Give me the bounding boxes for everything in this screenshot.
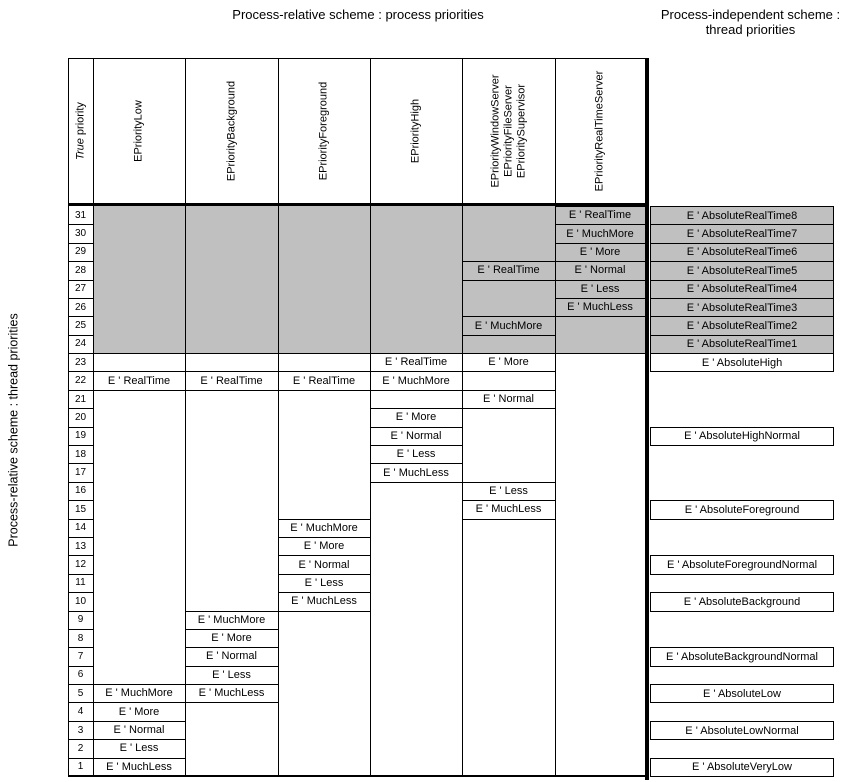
column-header-realtimeserver-text: EPriorityRealTimeServer: [593, 70, 606, 191]
absolute-priority-box-row1: E ' AbsoluteVeryLow: [650, 758, 834, 777]
priority-cell-foreground-row10: E ' MuchLess: [291, 595, 357, 608]
priority-cell-realtimeserver-row28: E ' Normal: [574, 264, 626, 277]
grid-line: [93, 776, 185, 777]
priority-cell-low-row3: E ' Normal: [113, 724, 165, 737]
row-number: 30: [74, 228, 87, 240]
grid-line: [278, 390, 370, 391]
row-number: 8: [77, 632, 84, 644]
row-number: 4: [77, 706, 84, 718]
row-number: 18: [74, 448, 87, 460]
priority-cell-foreground-row14: E ' MuchMore: [290, 521, 358, 534]
priority-cell-winserver-row28: E ' RealTime: [477, 264, 540, 277]
row-number: 21: [74, 393, 87, 405]
row-number: 29: [74, 246, 87, 258]
left-axis-label-text: Process-relative scheme : thread priorities: [6, 313, 21, 547]
header-top-line: [68, 58, 649, 59]
grid-line: [370, 482, 462, 483]
thread-priorities-title-line1: Process-independent scheme :: [660, 7, 841, 22]
priority-cell-high-row17: E ' MuchLess: [383, 466, 449, 479]
priority-cell-low-row1: E ' MuchLess: [106, 760, 172, 773]
row-number: 24: [74, 338, 87, 350]
grid-line: [185, 390, 278, 391]
column-header-background-text: EPriorityBackground: [225, 80, 237, 181]
row-number: 17: [74, 467, 87, 479]
column-header-line: EPrioritySupervisor: [515, 83, 527, 178]
row-number: 7: [77, 650, 84, 662]
absolute-priority-box-row31: E ' AbsoluteRealTime8: [650, 206, 834, 225]
priority-cell-high-row18: E ' Less: [396, 448, 436, 461]
priority-cell-low-row22: E ' RealTime: [107, 374, 171, 387]
priority-cell-winserver-row16: E ' Less: [489, 484, 528, 497]
column-header-low-text: EPriorityLow: [132, 99, 145, 162]
column-header-true_priority-text: [74, 102, 87, 160]
row-number: 5: [77, 687, 84, 699]
row-number: 20: [74, 411, 87, 423]
priority-cell-background-row22: E ' RealTime: [200, 374, 263, 387]
absolute-priority-box-row27: E ' AbsoluteRealTime4: [650, 280, 834, 299]
gray-band-bottom-line: [93, 353, 645, 354]
priority-cell-realtimeserver-row31: E ' RealTime: [568, 209, 632, 222]
priority-cell-low-row5: E ' MuchMore: [105, 687, 173, 700]
row-number: 22: [74, 375, 87, 387]
priority-cell-realtimeserver-row27: E ' Less: [580, 282, 620, 295]
column-header-foreground-text: EPriorityForeground: [317, 81, 330, 180]
column-header-rest-part: priority: [74, 101, 86, 138]
absolute-priority-box-row7: E ' AbsoluteBackgroundNormal: [650, 647, 834, 666]
grid-line: [462, 280, 555, 281]
column-header-winserver-text: [489, 74, 528, 187]
priority-cell-high-row23: E ' RealTime: [384, 356, 448, 369]
grid-line: [462, 519, 555, 520]
grid-line: [93, 390, 185, 391]
column-header-line: EPriorityFileServer: [502, 84, 514, 177]
absolute-priority-box-row15: E ' AbsoluteForeground: [650, 500, 834, 519]
priority-cell-winserver-row25: E ' MuchMore: [474, 319, 543, 332]
row-number: 11: [75, 577, 86, 589]
priority-cell-background-row9: E ' MuchMore: [197, 613, 266, 626]
column-header-line: EPriorityWindowServer: [489, 73, 501, 188]
absolute-priority-box-row10: E ' AbsoluteBackground: [650, 592, 834, 611]
grid-line: [278, 611, 370, 612]
row-number: 3: [77, 724, 84, 736]
priority-cell-high-row19: E ' Normal: [390, 429, 442, 442]
grid-line: [555, 316, 645, 317]
row-number: 9: [77, 614, 84, 626]
priority-cell-winserver-row15: E ' MuchLess: [475, 503, 542, 516]
absolute-priority-box-row3: E ' AbsoluteLowNormal: [650, 721, 834, 740]
row-number: 12: [74, 559, 87, 571]
priority-cell-foreground-row13: E ' More: [303, 540, 345, 553]
row-number: 13: [74, 540, 87, 552]
row-number: 31: [74, 209, 87, 221]
priority-cell-foreground-row22: E ' RealTime: [292, 374, 356, 387]
row-number: 23: [74, 356, 87, 368]
priority-cell-realtimeserver-row26: E ' MuchLess: [567, 301, 633, 314]
column-header-high-text: EPriorityHigh: [409, 98, 422, 163]
grid-line: [462, 58, 463, 776]
absolute-priority-box-row28: E ' AbsoluteRealTime5: [650, 261, 834, 280]
process-priorities-title: Process-relative scheme : process priorities: [232, 7, 484, 22]
row-number: 14: [74, 522, 87, 534]
priority-cell-realtimeserver-row30: E ' MuchMore: [566, 227, 634, 240]
absolute-priority-box-row5: E ' AbsoluteLow: [650, 684, 834, 703]
priority-cell-foreground-row12: E ' Normal: [298, 558, 350, 571]
grid-line: [370, 390, 462, 391]
priority-cell-foreground-row11: E ' Less: [304, 576, 344, 589]
priority-cell-background-row7: E ' Normal: [206, 650, 257, 663]
column-header-italic-part: True: [74, 137, 86, 160]
row-number: 1: [77, 761, 84, 773]
thread-priorities-title-line2: thread priorities: [705, 22, 796, 37]
row-number: 25: [74, 320, 87, 331]
row-number: 28: [74, 264, 87, 276]
row-number: 15: [74, 503, 87, 515]
grid-line: [462, 408, 555, 409]
priority-cell-background-row5: E ' MuchLess: [198, 687, 265, 700]
grid-line: [93, 58, 94, 776]
priority-cell-background-row6: E ' Less: [212, 668, 251, 681]
absolute-priority-box-row12: E ' AbsoluteForegroundNormal: [650, 555, 834, 574]
row-number: 27: [74, 283, 87, 295]
priority-cell-high-row20: E ' More: [395, 411, 437, 424]
row-number: 19: [74, 430, 87, 442]
priority-cell-winserver-row21: E ' Normal: [483, 393, 534, 406]
absolute-priority-box-row25: E ' AbsoluteRealTime2: [650, 316, 834, 335]
absolute-priority-box-row24: E ' AbsoluteRealTime1: [650, 335, 834, 354]
grid-line: [462, 335, 555, 336]
row-number: 16: [74, 485, 87, 497]
priority-cell-low-row2: E ' Less: [119, 742, 159, 755]
priority-cell-realtimeserver-row29: E ' More: [579, 245, 621, 258]
grid-line: [278, 58, 279, 776]
row-number: 26: [74, 301, 87, 313]
priority-cell-background-row8: E ' More: [211, 632, 252, 645]
row-number: 10: [74, 595, 87, 607]
grid-line: [555, 58, 556, 776]
priority-cell-winserver-row23: E ' More: [488, 356, 529, 369]
priority-cell-high-row22: E ' MuchMore: [382, 374, 450, 387]
absolute-priority-box-row26: E ' AbsoluteRealTime3: [650, 298, 834, 317]
priority-cell-low-row4: E ' More: [118, 705, 160, 718]
absolute-priority-box-row23: E ' AbsoluteHigh: [650, 353, 834, 372]
absolute-priority-box-row30: E ' AbsoluteRealTime7: [650, 224, 834, 243]
absolute-priority-box-row19: E ' AbsoluteHighNormal: [650, 427, 834, 446]
grid-line: [462, 371, 555, 372]
grid-line: [185, 702, 278, 703]
absolute-priority-box-row29: E ' AbsoluteRealTime6: [650, 243, 834, 262]
thick-divider-line: [645, 58, 649, 780]
row-number: 6: [77, 669, 84, 681]
row-number: 2: [77, 742, 84, 754]
